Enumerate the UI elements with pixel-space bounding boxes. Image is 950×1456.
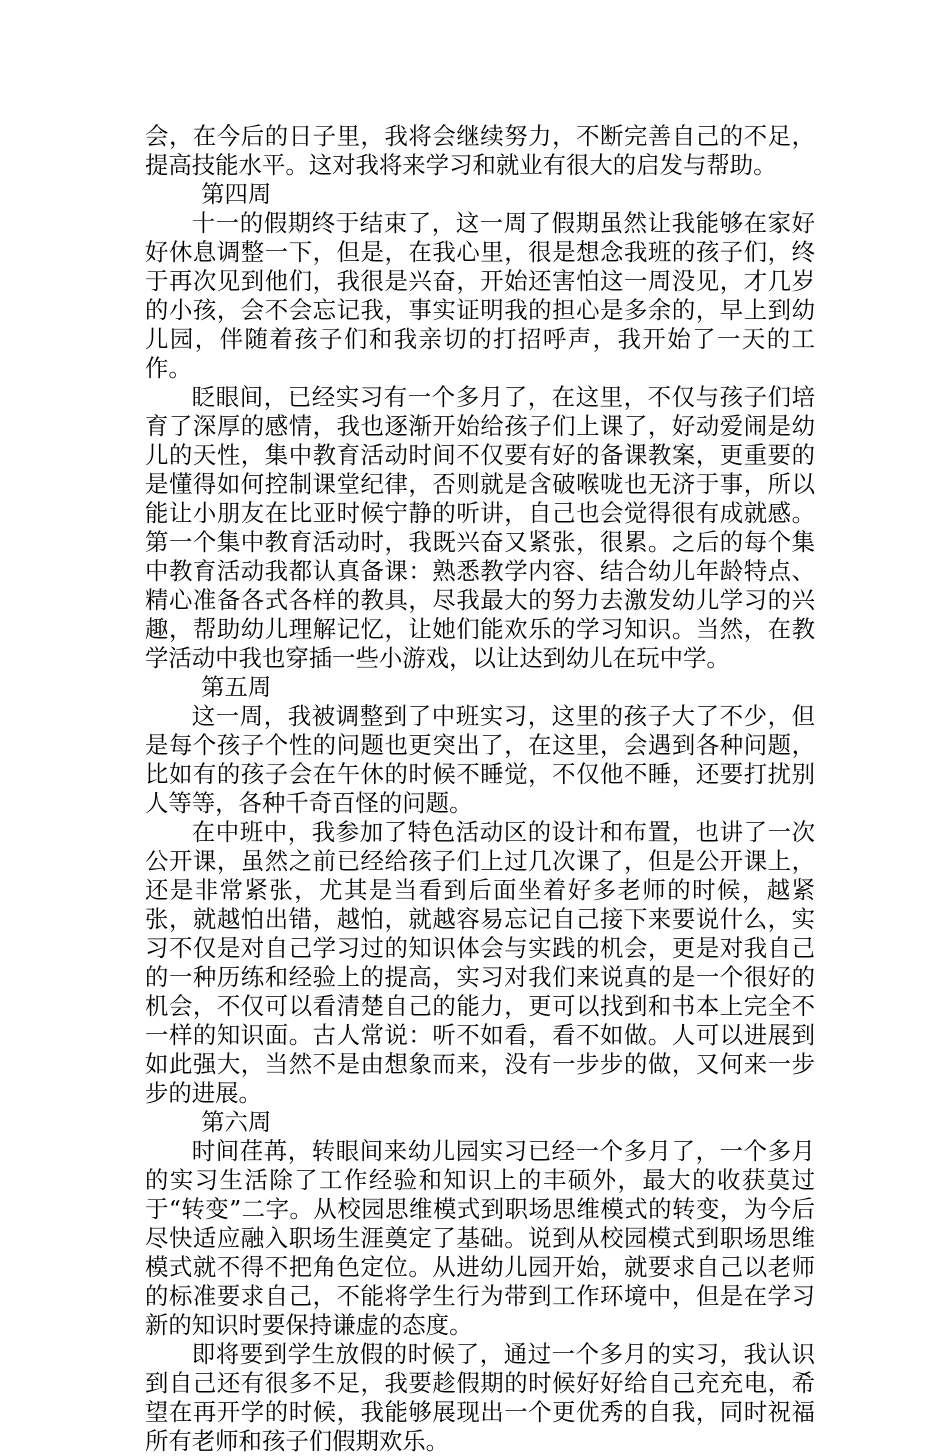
document-body <box>145 122 815 1456</box>
paragraph: 在中班中，我参加了特色活动区的设计和布置，也讲了一次公开课，虽然之前已经给孩子们上过几次课了，但是公开课上，还是非常紧张，尤其是当看到后面坐着好多老师的时候，越紧张，就越怕出错，越怕，就越容易忘记自己接下来要说什么，实习不仅是对自己学习过的知识体会与实践的机会，更是对我自己的一种历练和经验上的提高，实习对我们来说真的是一个很好的机会，不仅可以看清楚自己的能力，更可以找到和书本上完全不一样的知识面。古人常说：听不如看，看不如做。人可以进展到如此强大，当然不是由想象而来，没有一步步的做，又何来一步步的进展。 <box>145 818 815 1107</box>
section-heading-week-5: 第五周 <box>201 673 272 701</box>
paragraph: 时间荏苒，转眼间来幼儿园实习已经一个多月了，一个多月的实习生活除了工作经验和知识上的丰硕外，最大的收获莫过于“转变”二字。从校园思维模式到职场思维模式的转变，为今后尽快适应融入职场生涯奠定了基础。说到从校园模式到职场思维模式就不得不把角色定位。从进幼儿园开始，就要求自己以老师的标准要求自己，不能将学生行为带到工作环境中，但是在学习新的知识时要保持谦虚的态度。 <box>145 1137 815 1339</box>
section-heading-week-4: 第四周 <box>201 180 272 208</box>
paragraph: 十一的假期终于结束了，这一周了假期虽然让我能够在家好好休息调整一下，但是，在我心里，很是想念我班的孩子们，终于再次见到他们，我很是兴奋，开始还害怕这一周没见，才几岁的小孩，会不会忘记我，事实证明我的担心是多余的，早上到幼儿园，伴随着孩子们和我亲切的打招呼声，我开始了一天的工作。 <box>145 209 815 382</box>
paragraph: 即将要到学生放假的时候了，通过一个多月的实习，我认识到自己还有很多不足，我要趁假期的时候好好给自己充充电，希望在再开学的时候，我能够展现出一个更优秀的自我，同时祝福所有老师和孩子们假期欢乐。 <box>145 1340 815 1455</box>
paragraph-continuation: 会，在今后的日子里，我将会继续努力，不断完善自己的不足，提高技能水平。这对我将来学习和就业有很大的启发与帮助。 <box>145 122 815 179</box>
paragraph: 这一周，我被调整到了中班实习，这里的孩子大了不少，但是每个孩子个性的问题也更突出了，在这里，会遇到各种问题，比如有的孩子会在午休的时候不睡觉，不仅他不睡，还要打扰别人等等，各种千奇百怪的问题。 <box>145 702 815 817</box>
section-heading-week-6: 第六周 <box>201 1108 272 1136</box>
paragraph: 眨眼间，已经实习有一个多月了，在这里，不仅与孩子们培育了深厚的感情，我也逐渐开始给孩子们上课了，好动爱闹是幼儿的天性，集中教育活动时间不仅要有好的备课教案，更重要的是懂得如何控制课堂纪律，否则就是含破喉咙也无济于事，所以能让小朋友在比亚时候宁静的听讲，自己也会觉得很有成就感。第一个集中教育活动时，我既兴奋又紧张，很累。之后的每个集中教育活动我都认真备课：熟悉教学内容、结合幼儿年龄特点、精心准备各式各样的教具，尽我最大的努力去激发幼儿学习的兴趣，帮助幼儿理解记忆，让她们能欢乐的学习知识。当然，在教学活动中我也穿插一些小游戏，以让达到幼儿在玩中学。 <box>145 383 815 672</box>
